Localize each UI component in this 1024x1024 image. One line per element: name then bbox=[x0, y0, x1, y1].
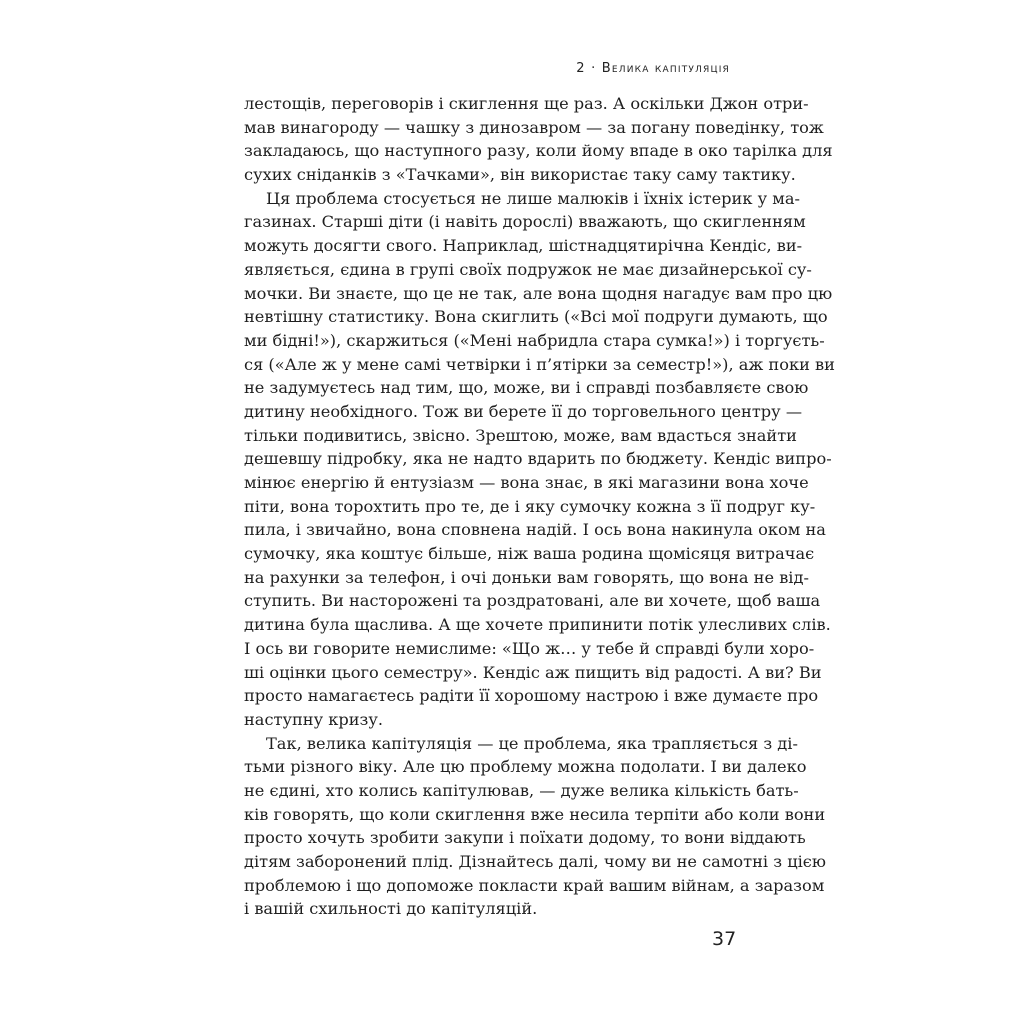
text-line: просто намагаєтесь радіти її хорошому настрою і вже думаєте про bbox=[244, 686, 819, 706]
running-header: 2 · Велика капітуляція bbox=[576, 61, 730, 76]
page-number: 37 bbox=[712, 928, 737, 950]
text-line: І ось ви говорите немислиме: «Що ж… у тебе й справді були хоро- bbox=[244, 638, 815, 658]
text-line: тільки подивитись, звісно. Зрештою, може, вам вдасться знайти bbox=[244, 425, 797, 445]
text-line: ків говорять, що коли скиглення вже несила терпіти або коли вони bbox=[244, 804, 826, 824]
text-line: закладаюсь, що наступного разу, коли йому впаде в око тарілка для bbox=[244, 141, 833, 161]
text-line: дитину необхідного. Тож ви берете її до торговельного центру — bbox=[244, 401, 803, 421]
paragraph bbox=[244, 187, 835, 732]
text-line: наступну кризу. bbox=[244, 709, 384, 729]
text-line: ся («Але ж у мене самі четвірки і п’ятірки за семестр!»), аж поки ви bbox=[244, 354, 835, 374]
body-text bbox=[244, 92, 835, 921]
text-line: являється, єдина в групі своїх подружок не має дизайнерської су- bbox=[244, 259, 812, 279]
text-line: мочки. Ви знаєте, що це не так, але вона щодня нагадує вам про цю bbox=[244, 283, 833, 303]
text-line: тьми різного віку. Але цю проблему можна подолати. І ви далеко bbox=[244, 757, 807, 777]
text-line: сухих сніданків з «Тачками», він використає таку саму тактику. bbox=[244, 165, 796, 185]
text-line: ми бідні!»), скаржиться («Мені набридла стара сумка!») і торгуєть- bbox=[244, 330, 825, 350]
paragraph bbox=[244, 732, 826, 922]
text-line: ші оцінки цього семестру». Кендіс аж пищить від радості. А ви? Ви bbox=[244, 662, 822, 682]
text-line: не єдині, хто колись капітулював, — дуже велика кількість бать- bbox=[244, 780, 799, 800]
text-line: просто хочуть зробити закупи і поїхати додому, то вони віддають bbox=[244, 828, 806, 848]
text-line: дитина була щаслива. А ще хочете припинити потік улесливих слів. bbox=[244, 615, 831, 635]
text-line: Так, велика капітуляція — це проблема, яка трапляється з ді- bbox=[266, 733, 798, 753]
text-line: піти, вона торохтить про те, де і яку сумочку кожна з її подруг ку- bbox=[244, 496, 816, 516]
text-line: і вашій схильності до капітуляцій. bbox=[244, 899, 538, 919]
text-line: дешевшу підробку, яка не надто вдарить по бюджету. Кендіс випро- bbox=[244, 449, 832, 469]
text-line: газинах. Старші діти (і навіть дорослі) вважають, що скигленням bbox=[244, 212, 806, 232]
text-line: проблемою і що допоможе покласти край вашим війнам, а заразом bbox=[244, 875, 825, 895]
text-line: мав винагороду — чашку з динозавром — за погану поведінку, тож bbox=[244, 117, 824, 137]
paragraph bbox=[244, 92, 833, 187]
text-line: дітям заборонений плід. Дізнайтесь далі, чому ви не самотні з цією bbox=[244, 852, 826, 871]
text-line: мінює енергію й ентузіазм — вона знає, в які магазини вона хоче bbox=[244, 473, 809, 492]
text-line: пила, і звичайно, вона сповнена надій. І ось вона накинула оком на bbox=[244, 520, 826, 540]
text-line: невтішну статистику. Вона скиглить («Всі мої подруги думають, що bbox=[244, 307, 828, 327]
text-line: Ця проблема стосується не лише малюків і їхніх істерик у ма- bbox=[266, 188, 800, 208]
text-line: не задумуєтесь над тим, що, може, ви і справді позбавляєте свою bbox=[244, 378, 809, 398]
text-line: на рахунки за телефон, і очі доньки вам говорять, що вона не від- bbox=[244, 567, 809, 587]
text-line: можуть досягти свого. Наприклад, шістнадцятирічна Кендіс, ви- bbox=[244, 236, 803, 256]
text-line: лестощів, переговорів і скиглення ще раз. А оскільки Джон отри- bbox=[244, 94, 809, 113]
text-line: сумочку, яка коштує більше, ніж ваша родина щомісяця витрачає bbox=[244, 544, 815, 564]
text-line: ступить. Ви насторожені та роздратовані, але ви хочете, щоб ваша bbox=[244, 591, 821, 611]
